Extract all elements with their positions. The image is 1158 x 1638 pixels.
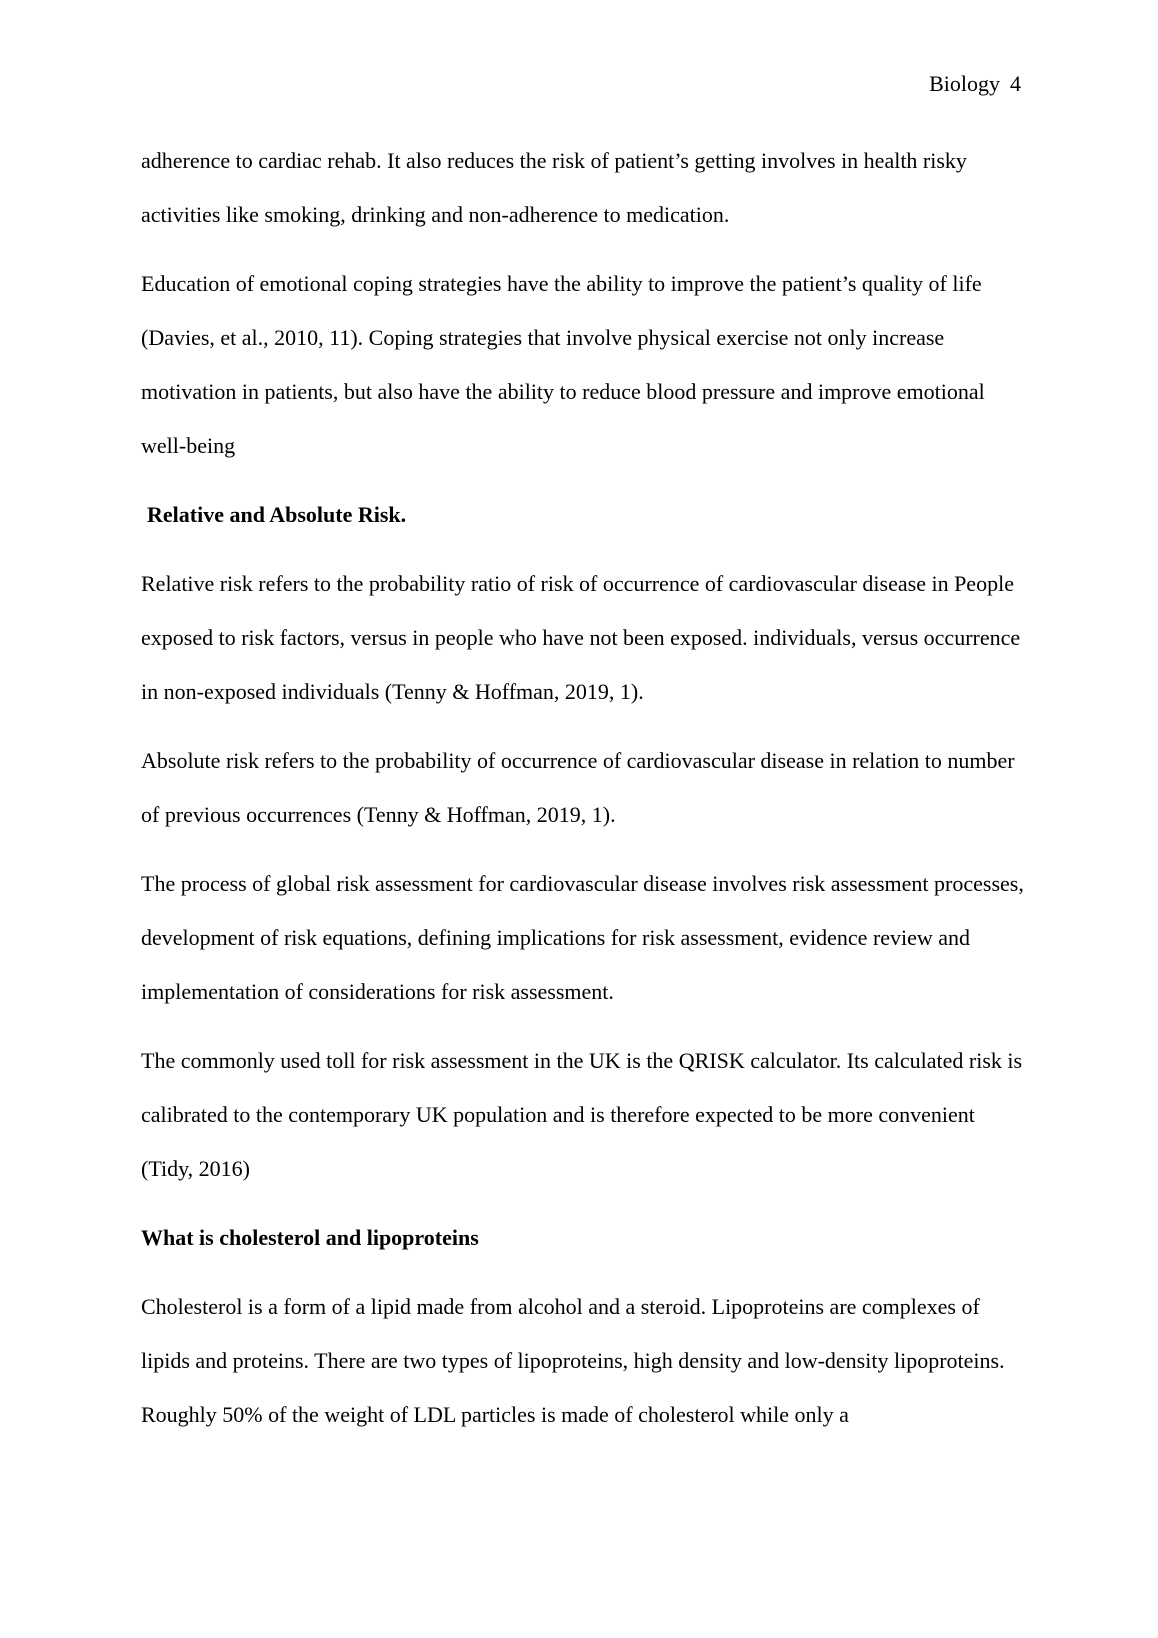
paragraph-qrisk-calculator: The commonly used toll for risk assessment in the UK is the QRISK calculator. Its calculated risk is calibrated to the contemporary UK population and is therefore expected to be more convenient (Tidy, 2016) xyxy=(141,1048,1023,1181)
paragraph-absolute-risk: Absolute risk refers to the probability of occurrence of cardiovascular disease in relation to number of previous occurrences (Tenny & Hoffman, 2019, 1). xyxy=(141,748,1015,827)
paragraph-coping-strategies: Education of emotional coping strategies have the ability to improve the patient’s quality of life (Davies, et al., 2010, 11). Coping strategies that involve physical exercise not only increase motivation in patients, but also have the ability to reduce blood pressure and improve emotional well-being xyxy=(141,271,985,458)
heading-relative-absolute-risk: Relative and Absolute Risk. xyxy=(147,502,407,527)
paragraph-cardiac-rehab: adherence to cardiac rehab. It also reduces the risk of patient’s getting involves in health risky activities like smoking, drinking and non-adherence to medication. xyxy=(141,148,967,227)
document-body xyxy=(141,134,1031,1457)
page-number: 4 xyxy=(1010,71,1021,96)
heading-cholesterol-lipoproteins: What is cholesterol and lipoproteins xyxy=(141,1225,479,1250)
paragraph-global-risk-assessment: The process of global risk assessment for cardiovascular disease involves risk assessment processes, development of risk equations, defining implications for risk assessment, evidence review and implementation of considerations for risk assessment. xyxy=(141,871,1024,1004)
running-head: Biology xyxy=(929,71,1000,96)
paragraph-relative-risk: Relative risk refers to the probability ratio of risk of occurrence of cardiovascular disease in People exposed to risk factors, versus in people who have not been exposed. individuals, versus occurrence in non-exposed individuals (Tenny & Hoffman, 2019, 1). xyxy=(141,571,1021,704)
page-header xyxy=(929,68,1021,100)
paragraph-cholesterol: Cholesterol is a form of a lipid made from alcohol and a steroid. Lipoproteins are complexes of lipids and proteins. There are two types of lipoproteins, high density and low-density lipoproteins. Roughly 50% of the weight of LDL particles is made of cholesterol while only a xyxy=(141,1294,1005,1427)
